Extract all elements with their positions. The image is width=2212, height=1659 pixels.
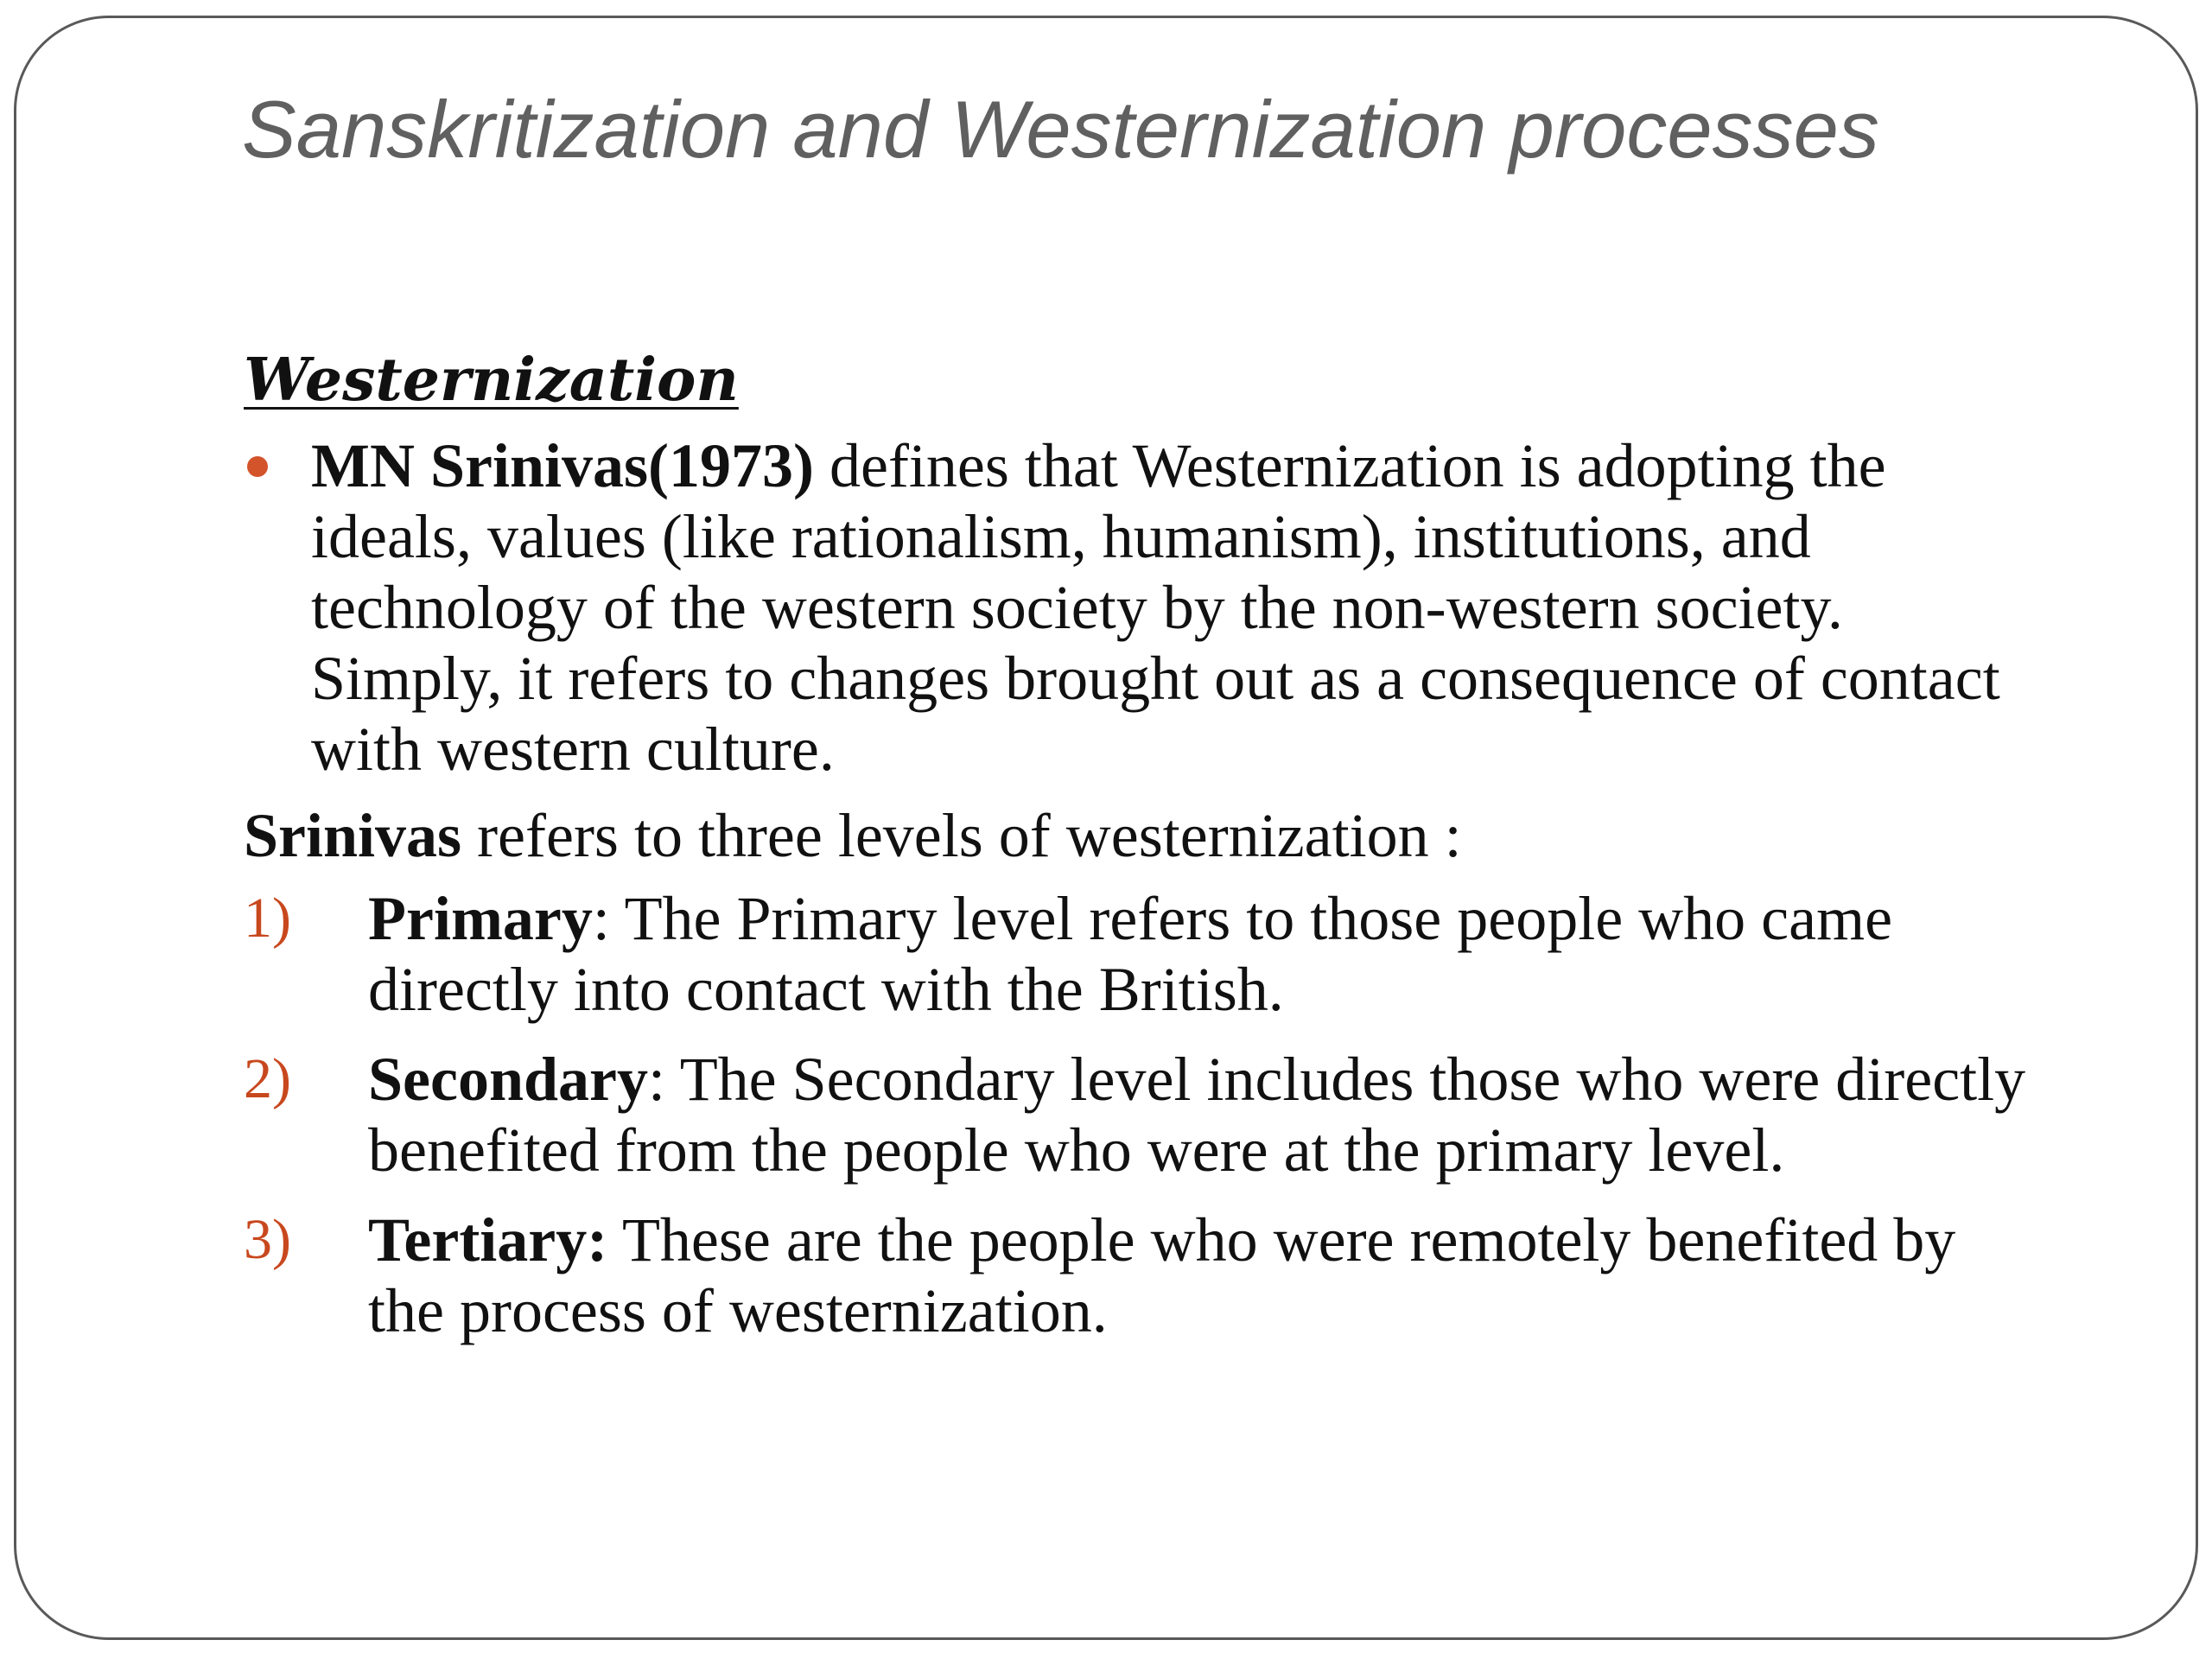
level-term: Secondary (368, 1044, 648, 1114)
definition-text: defines that Westernization is adopting the ideals, values (like rationalism, humanism), institutions, and technology of the western society by the non-western society. Simply, it refers to changes brought out as a consequence of contact with western culture. (311, 430, 2000, 784)
levels-list (244, 883, 2041, 1346)
slide-content (244, 346, 2041, 1365)
level-item-secondary (244, 1044, 2041, 1185)
levels-intro (244, 800, 2041, 871)
level-item-primary (244, 883, 2041, 1025)
level-term: Tertiary: (368, 1205, 608, 1274)
level-item-tertiary (244, 1205, 2041, 1346)
bullet-dot-icon (247, 456, 268, 477)
level-text: These are the people who were remotely benefited by the process of westernization. (368, 1205, 1956, 1345)
definition-lead: MN Srinivas(1973) (311, 430, 814, 500)
level-term: Primary (368, 883, 593, 953)
level-text: : The Secondary level includes those who were directly benefited from the people who were at the primary level. (368, 1044, 2026, 1185)
level-text: : The Primary level refers to those people who came directly into contact with the British. (368, 883, 1893, 1024)
level-number: 2) (244, 1046, 291, 1110)
level-number: 3) (244, 1207, 291, 1271)
levels-intro-lead: Srinivas (244, 800, 462, 870)
section-heading: Westernization (244, 346, 739, 415)
definition-bullet (244, 430, 2041, 785)
level-number: 1) (244, 886, 291, 950)
levels-intro-text: refers to three levels of westernization : (461, 800, 1462, 870)
slide-title: Sanskritization and Westernization processes (242, 84, 1879, 175)
